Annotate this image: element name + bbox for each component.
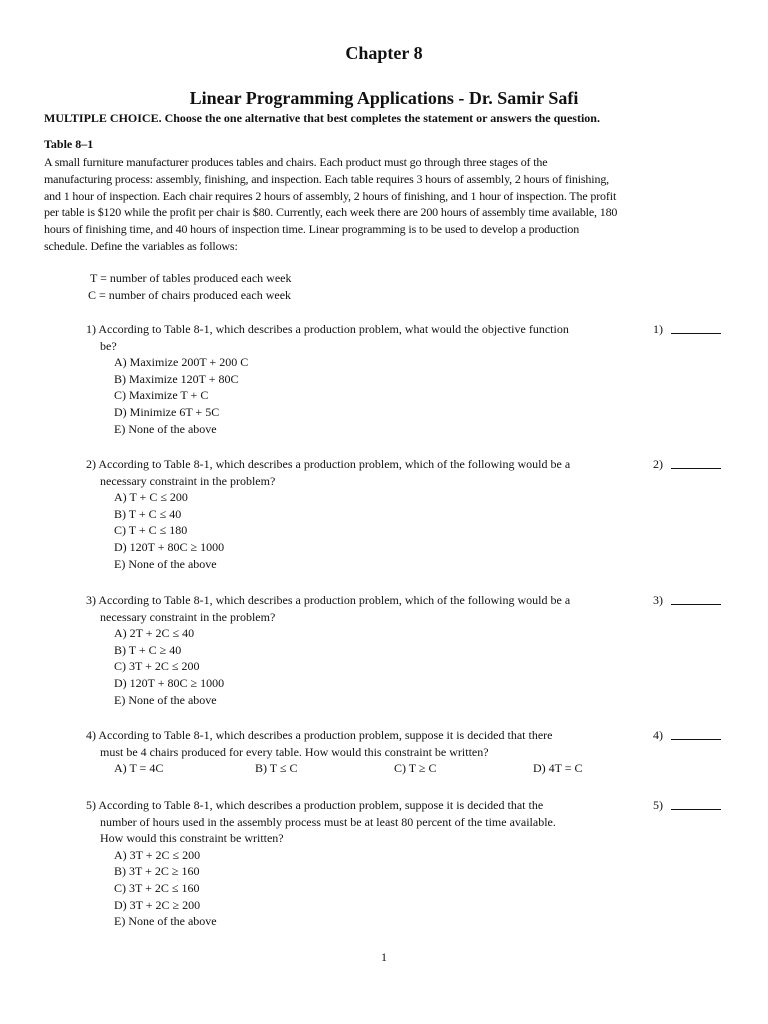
option-d: D) 120T + 80C ≥ 1000 <box>114 675 225 690</box>
option-d: D) 3T + 2C ≥ 200 <box>114 897 201 912</box>
description-line: hours of finishing time, and 40 hours of inspection time. Linear programming is to be used to develop a production <box>44 222 580 237</box>
page-title: Linear Programming Applications - Dr. Samir Safi <box>189 88 579 108</box>
question-stem: necessary constraint in the problem? <box>100 609 276 624</box>
option-c: C) Maximize T + C <box>114 388 209 403</box>
question-1 <box>86 321 726 437</box>
instructions: MULTIPLE CHOICE. Choose the one alternative that best completes the statement or answers the question. <box>44 111 600 125</box>
answer-number: 5) <box>653 798 663 812</box>
question-stem: 3) According to Table 8-1, which describes a production problem, which of the following would be a <box>86 593 571 607</box>
option-b: B) T + C ≤ 40 <box>114 506 182 521</box>
description-line: schedule. Define the variables as follows: <box>44 238 238 253</box>
question-2 <box>86 456 726 572</box>
page-number: 1 <box>381 950 387 964</box>
variable-definitions <box>88 270 291 304</box>
question-stem: How would this constraint be written? <box>100 831 284 846</box>
option-b: B) 3T + 2C ≥ 160 <box>114 864 200 879</box>
problem-description <box>44 154 729 255</box>
question-4 <box>86 727 726 777</box>
question-stem: be? <box>100 338 117 353</box>
option-a: A) Maximize 200T + 200 C <box>114 355 249 370</box>
option-b: B) T + C ≥ 40 <box>114 642 182 657</box>
question-stem: must be 4 chairs produced for every table. How would this constraint be written? <box>100 744 489 759</box>
option-e: E) None of the above <box>114 556 217 571</box>
option-c: C) T ≥ C <box>394 761 437 776</box>
answer-number: 2) <box>653 457 663 471</box>
option-e: E) None of the above <box>114 914 217 929</box>
option-a: A) T + C ≤ 200 <box>114 490 188 505</box>
option-c: C) 3T + 2C ≤ 160 <box>114 880 200 895</box>
answer-number: 3) <box>653 593 663 607</box>
answer-blank[interactable] <box>671 468 721 469</box>
option-d: D) 4T = C <box>533 761 583 776</box>
question-stem: 1) According to Table 8-1, which describes a production problem, what would the objective function <box>86 322 569 336</box>
answer-blank[interactable] <box>671 333 721 334</box>
question-stem: number of hours used in the assembly process must be at least 80 percent of the time available. <box>100 814 556 829</box>
option-d: D) Minimize 6T + 5C <box>114 404 220 419</box>
question-stem: 4) According to Table 8-1, which describes a production problem, suppose it is decided that there <box>86 728 553 742</box>
option-a: A) T = 4C <box>114 761 164 776</box>
description-line: manufacturing process: assembly, finishing, and inspection. Each table requires 3 hours of assembly, 2 hours of finishing, <box>44 171 610 186</box>
option-e: E) None of the above <box>114 692 217 707</box>
question-5 <box>86 797 726 930</box>
inline-options <box>86 760 726 777</box>
answer-number: 4) <box>653 728 663 742</box>
description-line: and 1 hour of inspection. Each chair requires 2 hours of assembly, 2 hours of finishing, and 1 hour of inspection. The profit <box>44 188 617 203</box>
question-3 <box>86 592 726 708</box>
description-line: A small furniture manufacturer produces tables and chairs. Each product must go through three stages of the <box>44 155 548 169</box>
definition-c: C = number of chairs produced each week <box>88 288 292 302</box>
option-a: A) 2T + 2C ≤ 40 <box>114 626 195 641</box>
option-e: E) None of the above <box>114 421 217 436</box>
chapter-heading: Chapter 8 <box>345 43 423 63</box>
question-stem: necessary constraint in the problem? <box>100 473 276 488</box>
table-label: Table 8–1 <box>44 137 94 151</box>
answer-number: 1) <box>653 322 663 336</box>
option-c: C) 3T + 2C ≤ 200 <box>114 659 200 674</box>
question-stem: 2) According to Table 8-1, which describes a production problem, which of the following would be a <box>86 457 571 471</box>
question-stem: 5) According to Table 8-1, which describes a production problem, suppose it is decided that the <box>86 798 544 812</box>
answer-blank[interactable] <box>671 809 721 810</box>
answer-blank[interactable] <box>671 604 721 605</box>
option-b: B) T ≤ C <box>255 761 298 776</box>
answer-blank[interactable] <box>671 739 721 740</box>
definition-t: T = number of tables produced each week <box>90 271 292 285</box>
option-a: A) 3T + 2C ≤ 200 <box>114 847 201 862</box>
option-b: B) Maximize 120T + 80C <box>114 371 239 386</box>
description-line: per table is $120 while the profit per chair is $80. Currently, each week there are 200 hours of assembly time available, 180 <box>44 205 618 220</box>
option-c: C) T + C ≤ 180 <box>114 523 188 538</box>
option-d: D) 120T + 80C ≥ 1000 <box>114 539 225 554</box>
